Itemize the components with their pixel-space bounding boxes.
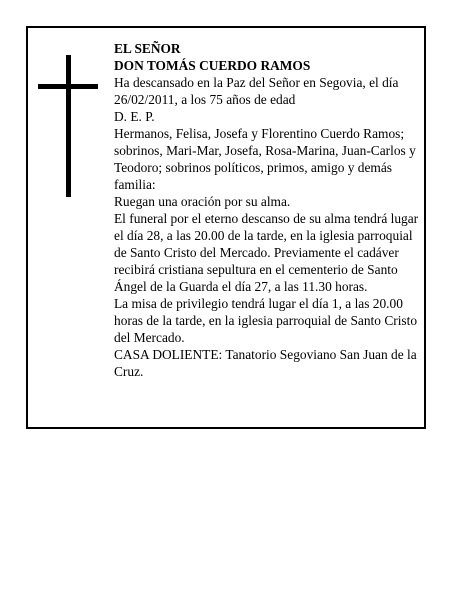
- cross-vertical-bar: [66, 55, 71, 197]
- death-announcement: Ha descansado en la Paz del Señor en Segovia, el día 26/02/2011, a los 75 años de edad: [114, 75, 399, 107]
- cross-horizontal-bar: [38, 84, 98, 89]
- funeral-details: El funeral por el eterno descanso de su alma tendrá lugar el día 28, a las 20.00 de la tarde, en la iglesia parroquial de Santo Cristo del Mercado. Previamente el cadáver recibirá cristiana sepultura en el cementerio de Santo Ángel de la Guarda el día 27, a las 11.30 horas.: [114, 211, 419, 294]
- rip-abbreviation: D. E. P.: [114, 109, 155, 124]
- notice-body: [114, 40, 422, 380]
- deceased-name: DON TOMÁS CUERDO RAMOS: [114, 58, 311, 73]
- funeral-home: CASA DOLIENTE: Tanatorio Segoviano San Juan de la Cruz.: [114, 347, 417, 379]
- prayer-request: Ruegan una oración por su alma.: [114, 194, 291, 209]
- notice-heading-title: EL SEÑOR: [114, 41, 181, 56]
- mass-details: La misa de privilegio tendrá lugar el día 1, a las 20.00 horas de la tarde, en la iglesia parroquial de Santo Cristo del Mercado.: [114, 296, 418, 345]
- obituary-notice: [26, 26, 426, 429]
- family-list: Hermanos, Felisa, Josefa y Florentino Cuerdo Ramos; sobrinos, Mari-Mar, Josefa, Rosa-Marina, Juan-Carlos y Teodoro; sobrinos políticos, primos, amigo y demás familia:: [114, 126, 416, 192]
- cross-icon: [38, 55, 98, 197]
